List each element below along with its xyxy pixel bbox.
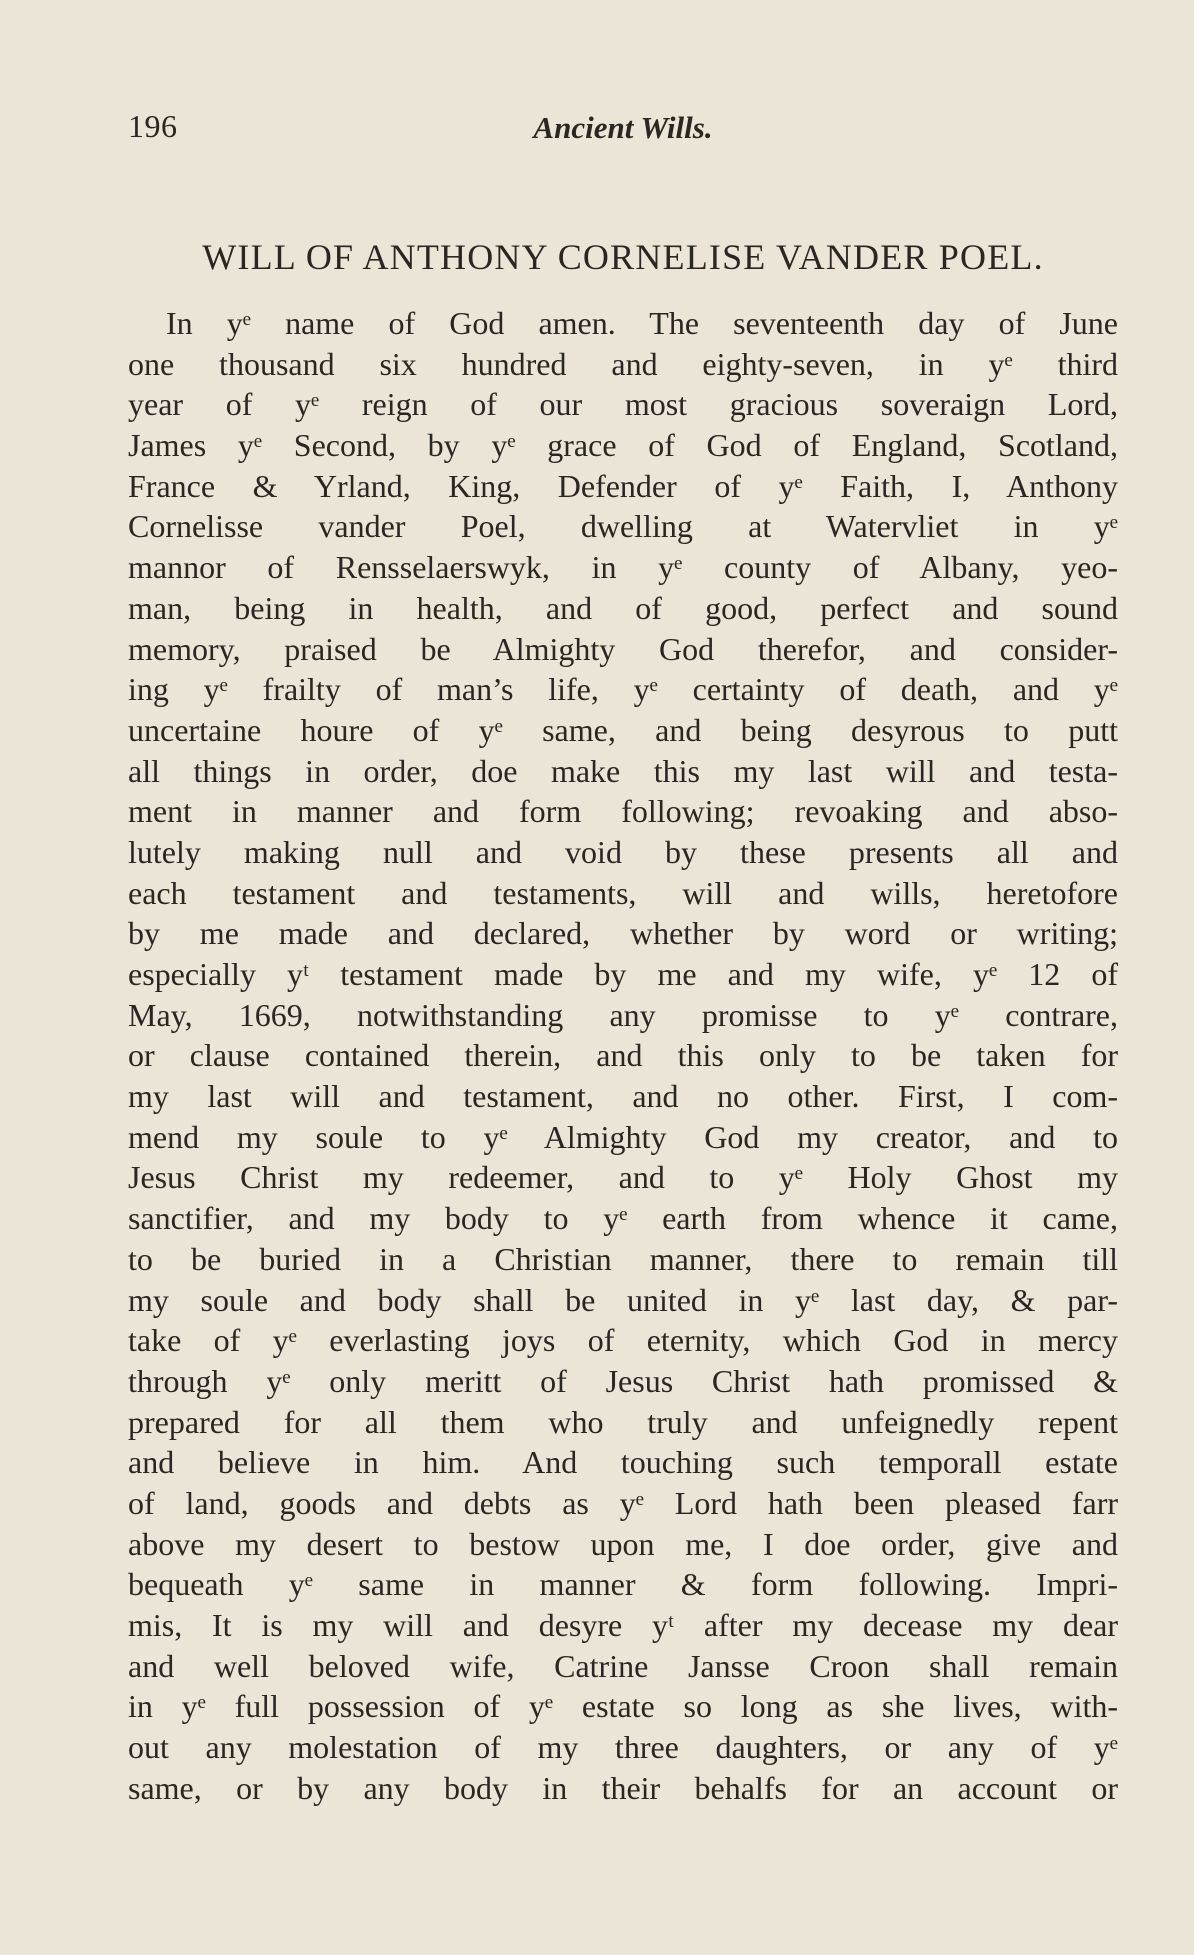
text-line: same, or by any body in their behalfs for an account or [128,1769,1118,1806]
text-line: especially yᵗ testament made by me and my wife, yᵉ 12 of [128,956,1118,992]
text-line: or clause contained therein, and this only to be taken for [128,1037,1118,1074]
running-title: Ancient Wills. [533,110,713,145]
text-line: ment in manner and form following; revoaking and abso- [128,793,1118,830]
running-head [128,108,1118,158]
text-line: mis, It is my will and desyre yᵗ after my decease my dear [128,1607,1118,1643]
text-line: Jesus Christ my redeemer, and to yᵉ Holy Ghost my [128,1159,1118,1196]
text-line: out any molestation of my three daughters, or any of yᵉ [128,1729,1118,1766]
text-line: take of yᵉ everlasting joys of eternity, which God in mercy [128,1322,1118,1359]
text-line: of land, goods and debts as yᵉ Lord hath been pleased farr [128,1484,1118,1521]
text-line: by me made and declared, whether by word or writing; [128,915,1118,952]
text-line: one thousand six hundred and eighty-seven, in yᵉ third [128,345,1118,382]
text-line: mend my soule to yᵉ Almighty God my creator, and to [128,1118,1118,1155]
text-line: each testament and testaments, will and wills, heretofore [128,874,1118,911]
text-line: and believe in him. And touching such temporall estate [128,1444,1118,1481]
text-line: through yᵉ only meritt of Jesus Christ hath promissed & [128,1362,1118,1399]
text-line: man, being in health, and of good, perfect and sound [128,589,1118,626]
text-line: all things in order, doe make this my last will and testa- [128,752,1118,789]
text-line: In yᵉ name of God amen. The seventeenth day of June [166,305,1118,341]
page-number: 196 [128,108,178,144]
text-line: above my desert to bestow upon me, I doe order, give and [128,1525,1118,1562]
text-line: bequeath yᵉ same in manner & form following. Impri- [128,1566,1118,1603]
text-line: my last will and testament, and no other. First, I com- [128,1078,1118,1115]
text-line: May, 1669, notwithstanding any promisse to yᵉ contrare, [128,996,1118,1033]
text-line: lutely making null and void by these presents all and [128,833,1118,870]
will-heading: WILL OF ANTHONY CORNELISE VANDER POEL. [202,237,1044,277]
text-line: memory, praised be Almighty God therefor, and consider- [128,630,1118,667]
text-line: sanctifier, and my body to yᵉ earth from whence it came, [128,1200,1118,1237]
text-line: mannor of Rensselaerswyk, in yᵉ county of Albany, yeo- [128,549,1118,586]
text-line: to be buried in a Christian manner, there to remain till [128,1240,1118,1277]
text-line: James yᵉ Second, by yᵉ grace of God of England, Scotland, [128,427,1118,464]
text-line: year of yᵉ reign of our most gracious soveraign Lord, [128,386,1118,423]
will-body [128,303,1118,1808]
text-line: and well beloved wife, Catrine Jansse Croon shall remain [128,1647,1118,1684]
text-line: uncertaine houre of yᵉ same, and being desyrous to putt [128,711,1118,748]
text-line: in yᵉ full possession of yᵉ estate so long as she lives, with- [128,1688,1118,1725]
text-line: my soule and body shall be united in yᵉ last day, & par- [128,1281,1118,1318]
text-line: ing yᵉ frailty of man’s life, yᵉ certainty of death, and yᵉ [128,671,1118,708]
text-line: France & Yrland, King, Defender of yᵉ Faith, I, Anthony [128,467,1118,504]
text-line: prepared for all them who truly and unfeignedly repent [128,1403,1118,1440]
text-line: Cornelisse vander Poel, dwelling at Watervliet in yᵉ [128,508,1118,545]
